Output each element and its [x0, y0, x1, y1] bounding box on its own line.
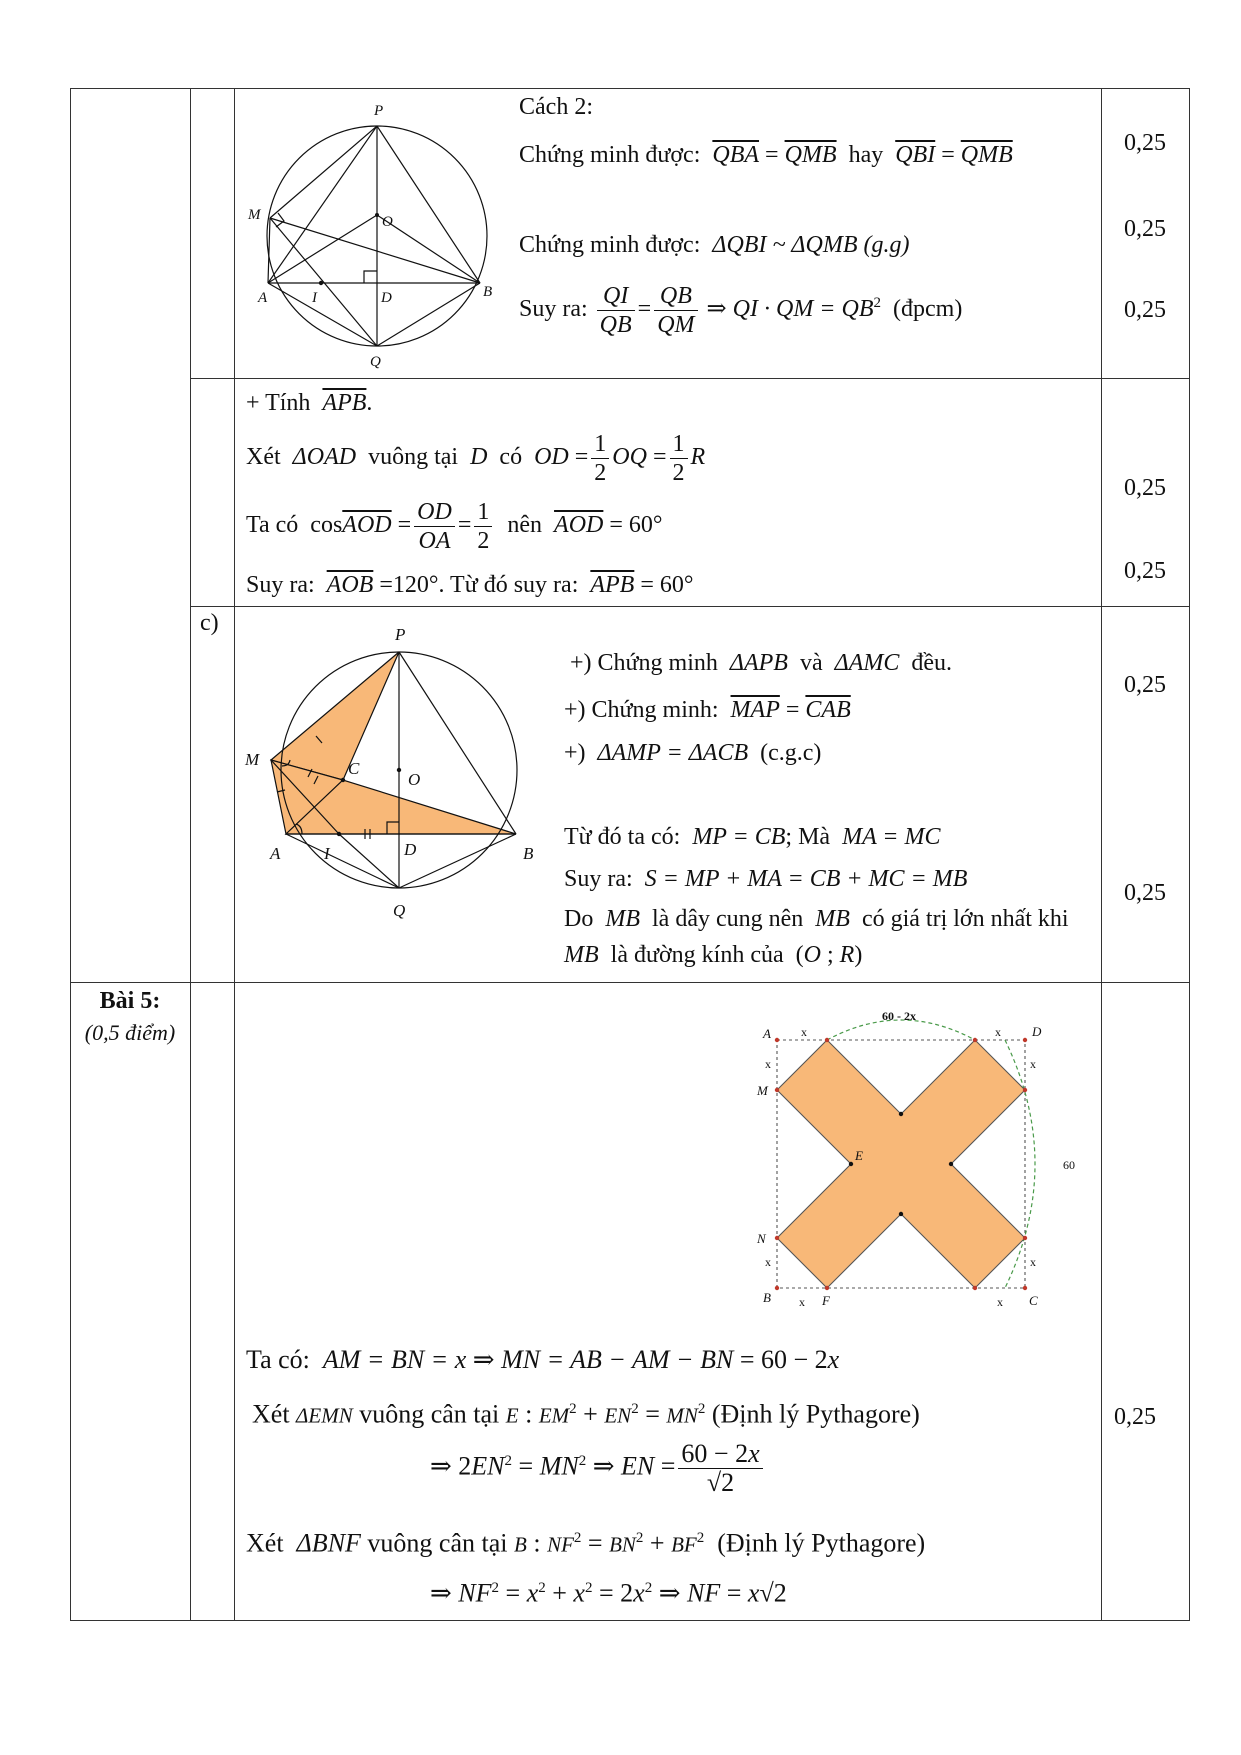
table-bottom-border	[70, 1620, 1190, 1621]
part-c-line6-b: là dây cung nên	[652, 906, 804, 932]
bai5-line2-mid: vuông cân tại	[359, 1399, 500, 1429]
apb-heading-label: + Tính	[246, 390, 311, 416]
circle-figure-cach2	[240, 96, 500, 376]
label-B: B	[483, 284, 493, 300]
table-left-border	[70, 88, 71, 1620]
score-c-2: 0,25	[1124, 880, 1166, 906]
label-M: M	[248, 207, 261, 223]
label-O-c: O	[408, 770, 421, 789]
label-P-c: P	[395, 625, 406, 644]
score-cach2-2: 0,25	[1124, 216, 1166, 242]
apb-line2-mid: nên	[507, 512, 543, 539]
label-I: I	[312, 290, 317, 306]
part-c-line3-label: +)	[564, 740, 586, 766]
fig-label-M: M	[757, 1083, 768, 1098]
part-c-line2: +) Chứng minh: $\overline{MAP} = \overline{CAB}$	[564, 697, 851, 723]
score-apb-2: 0,25	[1124, 558, 1166, 584]
row-divider	[190, 606, 1190, 607]
cach2-line3-label: Suy ra:	[519, 296, 588, 323]
apb-line1-mid: vuông tại	[368, 444, 459, 471]
score-apb-1: 0,25	[1124, 475, 1166, 501]
apb-line3-label: Suy ra:	[246, 572, 315, 598]
score-c-1: 0,25	[1124, 672, 1166, 698]
part-c-label: c)	[200, 610, 219, 636]
label-O: O	[382, 214, 393, 230]
orange-cross-shape	[777, 1040, 1025, 1288]
fig-label-x: x	[765, 1057, 771, 1071]
fig-label-x: x	[1030, 1255, 1036, 1269]
apb-heading: + Tính $\overline{APB}$.	[246, 390, 373, 416]
label-C-c: C	[348, 759, 360, 778]
label-A: A	[258, 290, 268, 306]
label-B-c: B	[523, 844, 534, 863]
part-c-line3-end: (c.g.c)	[760, 740, 822, 766]
score-cach2-3: 0,25	[1124, 297, 1166, 323]
row-divider	[190, 378, 1190, 379]
bai5-line2-end: (Định lý Pythagore)	[711, 1399, 920, 1429]
fig-label-x: x	[801, 1025, 807, 1039]
bai5-line5: ⇒ $NF^2 = x^2 + x^2 = 2x^2$ ⇒ NF = x√2	[430, 1578, 787, 1608]
table-top-border	[70, 88, 1190, 89]
part-c-line4-mid: ; Mà	[785, 824, 831, 850]
apb-line2: Ta có $\cos\overline{AOD}$ = $\frac{OD}{OA}$ = $\frac{1}{2}$ nên $\overline{AOD} = 60^\circ$	[246, 499, 663, 554]
fig-top-length: 60 - 2x	[882, 1009, 916, 1023]
part-c-line4-label: Từ đó ta có:	[564, 824, 681, 850]
label-I-c: I	[324, 844, 330, 863]
apb-line1-mid2: có	[499, 444, 523, 471]
apb-line1-label: Xét	[246, 444, 281, 471]
fig-side-length: 60	[1063, 1158, 1075, 1172]
cach2-line2-label: Chứng minh được:	[519, 232, 701, 258]
cach2-line2	[519, 230, 909, 260]
apb-line3: Suy ra: $\overline{AOB} =120^\circ$. Từ đó suy ra: $\overline{APB} = 60^\circ$	[246, 572, 694, 598]
apb-line2-label: Ta có	[246, 512, 299, 539]
fig-label-N: N	[757, 1231, 766, 1246]
bai5-line3: ⇒ $2EN^2 = MN^2$ ⇒ EN = $\frac{60 - 2x}{√2}$	[430, 1440, 766, 1497]
bai5-line1: Ta có: AM = BN = x ⇒ MN = AB − AM − BN = 60 − 2x	[246, 1345, 840, 1374]
part-c-line6-c: có giá trị lớn nhất khi	[861, 906, 1069, 932]
bai5-line4-end: (Định lý Pythagore)	[717, 1528, 926, 1558]
column-divider	[190, 88, 191, 1620]
row-divider	[70, 982, 1190, 983]
bai5-line4: Xét ΔBNF vuông cân tại B : $NF^2 = BN^2 + BF^2$ (Định lý Pythagore)	[246, 1528, 926, 1558]
part-c-line3: +) ΔAMP = ΔACB (c.g.c)	[564, 740, 822, 766]
part-c-line4: Từ đó ta có: MP = CB; Mà MA = MC	[564, 824, 941, 850]
fig-label-B: B	[763, 1290, 771, 1305]
part-c-line5-label: Suy ra:	[564, 866, 633, 892]
label-Q: Q	[370, 354, 381, 370]
cach2-dpcm: (đpcm)	[893, 296, 963, 323]
fig-label-F: F	[822, 1293, 830, 1308]
fig-label-x: x	[765, 1255, 771, 1269]
cach2-line3: Suy ra: $\frac{QI}{QB}$ = $\frac{QB}{QM}$ ⇒ QI · QM = $QB^2$ (đpcm)	[519, 283, 963, 338]
part-c-line6-a: Do	[564, 906, 594, 932]
cach2-line1-hay: hay	[848, 142, 884, 168]
fig-label-x: x	[995, 1025, 1001, 1039]
bai5-line2-label: Xét	[252, 1399, 290, 1429]
apb-line3-mid: . Từ đó suy ra:	[438, 572, 579, 598]
fig-label-A: A	[763, 1026, 771, 1041]
bai5-line2: Xét ΔEMN vuông cân tại E : $EM^2 + EN^2 = MN^2$ (Định lý Pythagore)	[252, 1399, 920, 1429]
label-M-c: M	[245, 750, 260, 769]
bai5-line4-mid: vuông cân tại	[367, 1528, 508, 1558]
part-c-line5: Suy ra: S = MP + MA = CB + MC = MB	[564, 866, 968, 892]
label-D: D	[381, 290, 392, 306]
fig-label-C: C	[1029, 1293, 1038, 1308]
circle-figure-part-c	[240, 612, 550, 932]
part-c-line1: +) Chứng minh ΔAPB và ΔAMC đều.	[570, 650, 953, 676]
cross-figure	[745, 1000, 1085, 1320]
apb-line1: Xét ΔOAD vuông tại D có OD = $\frac{1}{2}$ OQ = $\frac{1}{2}$ R	[246, 431, 706, 486]
label-P: P	[374, 103, 384, 119]
label-A-c: A	[270, 844, 281, 863]
label-Q-c: Q	[393, 901, 406, 920]
score-bai5: 0,25	[1114, 1404, 1156, 1430]
part-c-line1-and: và	[799, 650, 823, 676]
bai5-line4-label: Xét	[246, 1528, 284, 1558]
cach2-line1: Chứng minh được: $\overline{QBA} = \overline{QMB}$ hay $\overline{QBI} = \overline{QMB}$	[519, 142, 1013, 168]
part-c-line6: Do MB là dây cung nên MB có giá trị lớn nhất khi	[564, 906, 1069, 932]
fig-label-E: E	[855, 1148, 863, 1163]
cach2-heading: Cách 2:	[519, 94, 593, 120]
part-c-line1-end: đều.	[911, 650, 953, 676]
fig-label-D: D	[1032, 1024, 1042, 1039]
similar-triangles-relation: ΔQBI ~ ΔQMB (g.g)	[712, 232, 910, 258]
fig-label-x: x	[799, 1295, 805, 1309]
fig-label-x: x	[997, 1295, 1003, 1309]
bai5-line1-label: Ta có:	[246, 1345, 310, 1374]
part-c-line1-label: +) Chứng minh	[570, 650, 718, 676]
label-D-c: D	[404, 840, 417, 859]
problem-5-points: (0,5 điểm)	[84, 1020, 176, 1045]
problem-5-title: Bài 5:	[99, 988, 161, 1014]
fig-label-x: x	[1030, 1057, 1036, 1071]
part-c-line7-b: là đường kính của	[610, 942, 784, 968]
score-cach2-1: 0,25	[1124, 130, 1166, 156]
cach2-line1-label: Chứng minh được:	[519, 142, 701, 168]
column-divider	[234, 88, 235, 1620]
part-c-line2-label: +) Chứng minh:	[564, 697, 719, 723]
part-c-line7: MB là đường kính của (O ; R)	[564, 942, 863, 968]
